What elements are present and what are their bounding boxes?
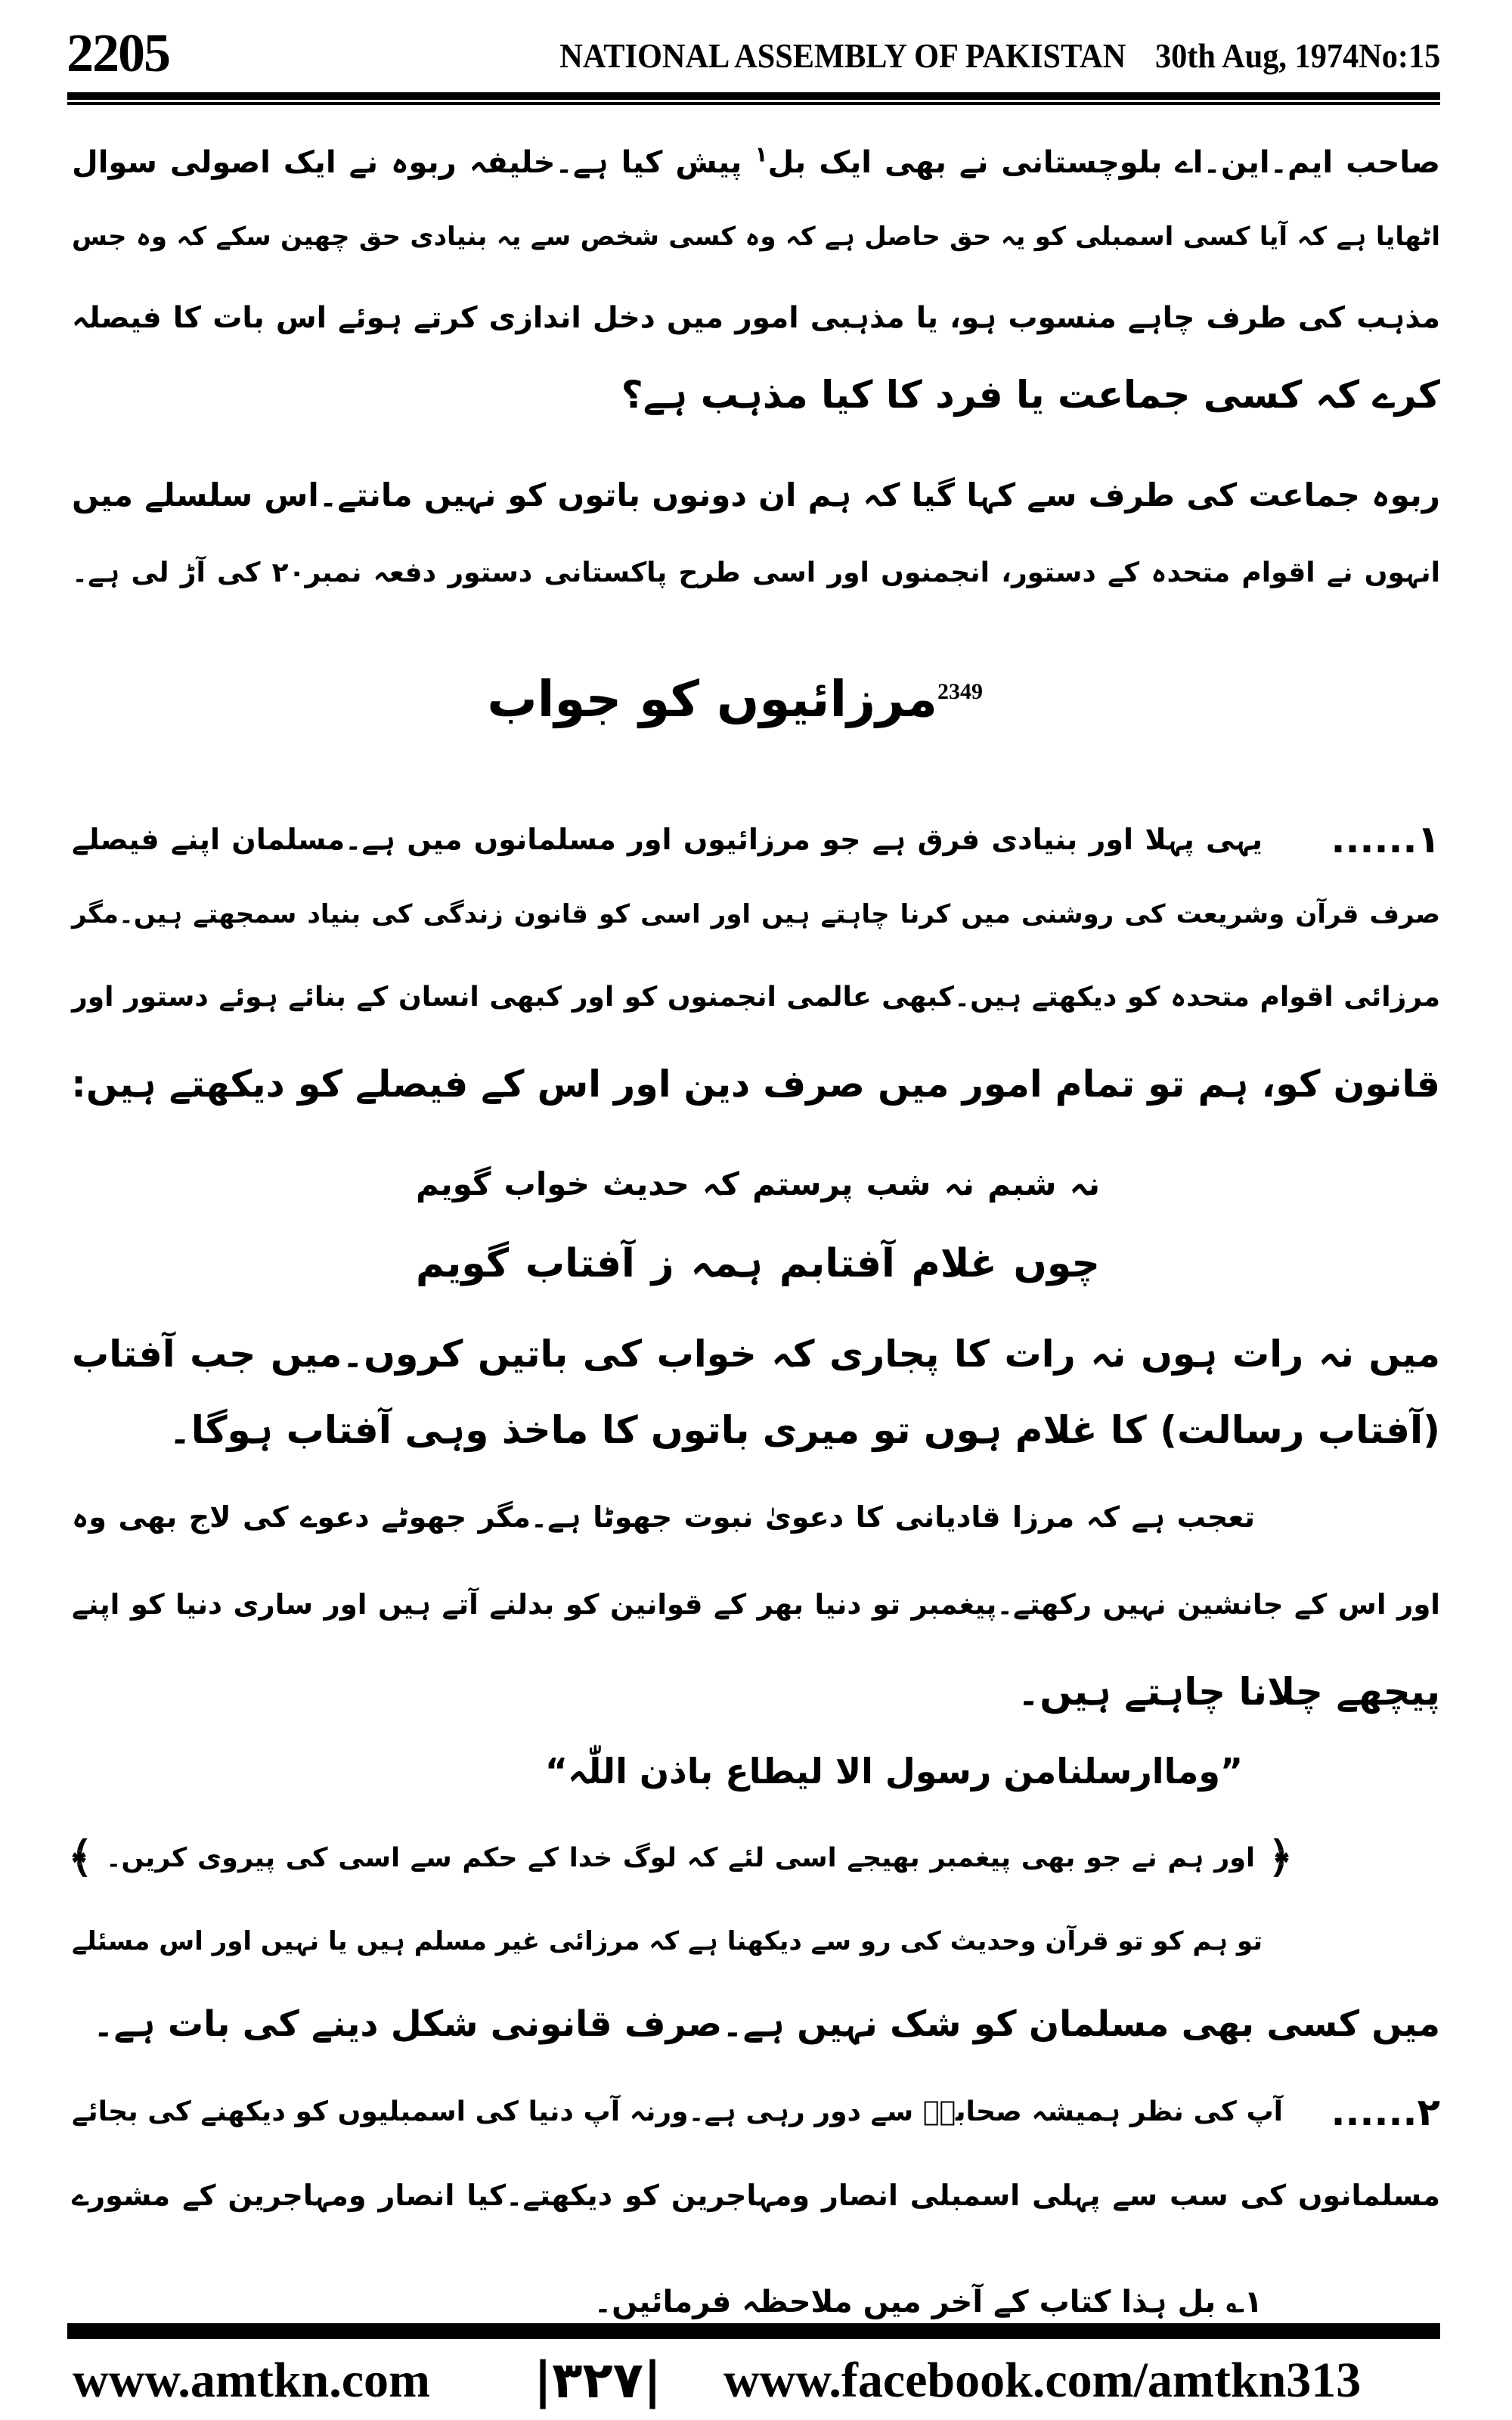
body-line: مذہب کی طرف چاہے منسوب ہو، یا مذہبی امور میں دخل اندازی کرتے ہوئے اس بات کا فیصلہ [72,301,1440,335]
body-line: یہی پہلا اور بنیادی فرق ہے جو مرزائیوں اور مسلمانوں میں ہے۔مسلمان اپنے فیصلے [72,823,1263,856]
header-rule-thick [67,92,1440,100]
running-header [530,33,1440,79]
section-heading [487,658,983,741]
verse-translation [68,1817,1293,1899]
body-line: ربوہ جماعت کی طرف سے کہا گیا کہ ہم ان دونوں باتوں کو نہیں مانتے۔اس سلسلے میں [72,476,1440,513]
body-line: تو ہم کو تو قرآن وحدیث کی رو سے دیکھنا ہے کہ مرزائی غیر مسلم ہیں یا نہیں اور اس مسئلے [72,1926,1263,1956]
header-rule-thin [67,102,1440,105]
line-text: صاحب ایم۔این۔اے بلوچستانی نے بھی ایک بل [767,145,1440,180]
body-line: اور اس کے جانشین نہیں رکھتے۔پیغمبر تو دنیا بھر کے قوانین کو بدلنے آتے ہیں اور ساری دنیا کو اپنے [72,1588,1440,1621]
point-number: ۱...... [1331,818,1440,861]
body-line: مرزائی اقوام متحدہ کو دیکھتے ہیں۔کبھی عالمی انجمنوں کو اور کبھی انسان کے بنائے ہوئے دستور اور [72,982,1440,1013]
body-line: اٹھایا ہے کہ آیا کسی اسمبلی کو یہ حق حاصل ہے کہ وہ کسی شخص سے یہ بنیادی حق چھین سکے کہ وہ جس [72,222,1440,252]
body-line: صرف قرآن وشریعت کی روشنی میں کرنا چاہتے ہیں اور اسی کو قانون زندگی کی بنیاد سمجھتے ہیں۔مگر [72,899,1440,929]
body-line: قانون کو، ہم تو تمام امور میں صرف دین اور اس کے فیصلے کو دیکھتے ہیں: [71,1063,1440,1106]
footer-rule [67,2323,1440,2339]
body-line: انہوں نے اقوام متحدہ کے دستور، انجمنوں اور اسی طرح پاکستانی دستور دفعہ نمبر۲۰ کی آڑ لی ہے۔ [72,557,1441,588]
persian-verse-line: چوں غلام آفتابم ہمہ ز آفتاب گویم [416,1241,1100,1286]
body-line: تعجب ہے کہ مرزا قادیانی کا دعویٰ نبوت جھوٹا ہے۔مگر جھوٹے دعوے کی لاج بھی وہ [72,1500,1255,1534]
body-line: مسلمانوں کی سب سے پہلی اسمبلی انصار ومہاجرین کو دیکھتے۔کیا انصار ومہاجرین کے مشورے [72,2179,1440,2212]
publication-title: NATIONAL ASSEMBLY OF PAKISTAN [559,36,1126,75]
body-line [72,122,1440,203]
session-date: 30th Aug, 1974 [1154,36,1359,75]
footnote: ۱؎ بل ہذا کتاب کے آخر میں ملاحظہ فرمائیں۔ [593,2285,1263,2319]
heading-reference: 2349 [937,679,983,704]
facebook-link[interactable]: www.facebook.com/amtkn313 [723,2353,1362,2408]
body-line: (آفتاب رسالت) کا غلام ہوں تو میری باتوں کا ماخذ وہی آفتاب ہوگا۔ [169,1408,1440,1452]
footnote-marker[interactable]: ۱ [754,141,768,167]
point-number: ۲...... [1331,2090,1440,2134]
page-number: 2205 [67,23,169,83]
website-link[interactable]: www.amtkn.com [73,2353,430,2408]
heading-text: مرزائیوں کو جواب [487,670,937,728]
book-page-number: |۳۲۷| [534,2351,662,2409]
quran-verse: ”وماارسلنامن رسول الا لیطاع باذن اللّٰہ“ [544,1751,1244,1792]
body-line: کرے کہ کسی جماعت یا فرد کا کیا مذہب ہے؟ [621,373,1440,417]
ornate-bracket-open-icon: ﴿ [1268,1833,1293,1882]
persian-verse-line: نہ شبم نہ شب پرستم کہ حدیث خواب گویم [416,1165,1100,1202]
body-line: آپ کی نظر ہمیشہ صحابہؓ سے دور رہی ہے۔ورنہ آپ دنیا کی اسمبلیوں کو دیکھنے کی بجائے [72,2096,1283,2127]
page-footer [0,2350,1512,2411]
line-text: پیش کیا ہے۔خلیفہ ربوہ نے ایک اصولی سوال [72,145,755,180]
body-line: پیچھے چلانا چاہتے ہیں۔ [1017,1670,1440,1714]
ornate-bracket-close-icon: ﴾ [68,1833,93,1882]
verse-translation-text: اور ہم نے جو بھی پیغمبر بھیجے اسی لئے کہ لوگ خدا کے حکم سے اسی کی پیروی کریں۔ [106,1843,1255,1873]
body-line: میں کسی بھی مسلمان کو شک نہیں ہے۔صرف قانونی شکل دینے کی بات ہے۔ [92,2003,1440,2045]
body-line: میں نہ رات ہوں نہ رات کا پجاری کہ خواب کی باتیں کروں۔میں جب آفتاب [72,1333,1440,1376]
issue-number: No:15 [1358,36,1440,75]
